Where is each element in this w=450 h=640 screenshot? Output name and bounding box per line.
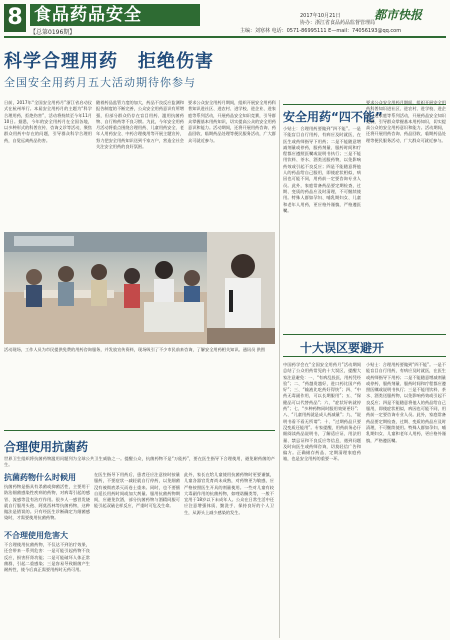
sidebar-col1: 小贴士：合理用药要做到“四不能”。一是不能盲目自行用药，有病应及时就医，在医生或药师指导下用药；二是不能随意增减剂量或停药，服药剂量、服药时间和疗程都应遵照医嘱或说明书执行；三是不能用饮料、茶水、酒类送服药物，以免影响药效或引起不良反应；四是不能随意将他人的药品给自己服用，即使症状相似，病因也可能不同，用药前一定要咨询专业人员。此外，家庭常备药品要定期检查，过期、变质的药品应及时清理，不可继续使用。特殊人群如孕妇、哺乳期妇女、儿童和老年人用药，更应格外谨慎，严格遵医嘱。 <box>283 126 361 213</box>
header-rule <box>4 36 446 38</box>
main-article-col2: 随着药品监管力度的加大，药品不良反应监测和报告制度的不断完善，公众安全用药意识有所增强，但部分群众仍存在盲目用药、滥用抗菌药物、自行购药等不良习惯。为此，今年安全用药月活动将重点围绕合理用药、儿童用药安全、老年人用药安全、中药合理使用等开展主题宣传，努力把安全用药知识送到千家万户，营造全社会关注安全用药的良好氛围。 <box>96 100 184 150</box>
article3-col2: 小贴士：合理用药要做到“四不能”。一是不能盲目自行用药，有病应及时就医，在医生或药师指导下用药；二是不能随意增减剂量或停药，服药剂量、服药时间和疗程都应遵照医嘱或说明书执行；三是不能用饮料、茶水、酒类送服药物，以免影响药效或引起不良反应；四是不能随意将他人的药品给自己服用，即使症状相似，病因也可能不同，用药前一定要咨询专业人员。此外，家庭常备药品要定期检查，过期、变质的药品应及时清理，不可继续使用。特殊人群如孕妇、哺乳期妇女、儿童和老年人用药，更应格外谨慎，严格遵医嘱。 <box>366 362 446 443</box>
editor-line: 主编：刘寒林 电话：0571-86995111 E—mail：74056193@qq.com <box>240 28 402 34</box>
main-article-col3: 要求公众安全用药月期间，组织开展安全用药科普知识进社区、进农村、进学校、进企业、进家庭等系列活动，开展药品安全知识竞赛，引导群众掌握基本用药知识，切实提高公众的安全用药意识和能力。活动期间，还将开展用药咨询、药品回收、临期药品处理等便民服务活动，广大群众可就近参与。 <box>188 100 276 143</box>
main-headline-b: 拒绝伤害 <box>138 51 214 72</box>
article2-title: 合理使用抗菌药 <box>4 440 89 454</box>
sidebar-title: 安全用药“四不能” <box>283 110 383 124</box>
issue-date: 2017年10月21日 <box>300 13 341 19</box>
article3-col1: 中国药学会在“全国安全用药月”活动期间总结了公众用药常见的十大误区，提醒大家注意避免：一、“有病乱投医，用药凭经验”；二、“药越贵越好，进口药比国产药好”；三、“输液比吃药好得快”；四、“中药无毒副作用，可以长期服用”；五、“保健品可以代替药品”；六、“症状好转就停药”；七、“多种药物同时服用效果更好”；八、“儿童用药就是成人药减量”；九、“说明书看不看无所谓”；十、“过期药品只要没变质还能用”。专家提醒，用药前务必仔细阅读药品说明书，了解适应证、用法用量、禁忌证和不良反应等信息，遇到问题及时向医生或药师咨询，切莫轻信广告和偏方。正确储存药品、定期清理家庭药箱，也是安全用药的重要一环。 <box>283 362 361 462</box>
article3-title: 十大误区要避开 <box>300 341 385 355</box>
co-organizer: 协办：浙江省食品药品监督管理局 <box>300 20 376 26</box>
article2-subhead2: 不合理使用危害大 <box>4 531 68 540</box>
article3-top-rule <box>283 334 446 335</box>
main-headline <box>4 47 214 73</box>
section-issue: 【总第0196期】 <box>30 29 76 36</box>
article2-top-rule <box>4 430 275 431</box>
main-subheadline: 全国安全用药月五大活动期待你参与 <box>4 76 196 89</box>
article2-col3: 此外，家长在给儿童使用抗菌药物时更要谨慎，儿童各器官发育尚未成熟，对药物更为敏感，应严格按照医生开具的剂量使用。一些对儿童有较大毒副作用的抗菌药物，如喹诺酮类等，一般不宜用于18岁以下未成年人。公众在日常生活中还应注意增强体质、勤洗手、保持良好的个人卫生，从源头上减少感染的发生。 <box>184 472 274 515</box>
main-headline-a: 科学合理用药 <box>4 51 118 72</box>
article2-col1: 抗菌药物是指具有杀菌或抑菌活性，主要用于防治细菌感染性疾病的药物，对病毒引起的感冒、流感等没有治疗作用。很多人一感冒发烧就自行服用头孢、阿莫西林等抗菌药物，这种做法是错误的。只有经医生诊断确定为细菌感染时，才需要使用抗菌药物。 <box>4 484 90 521</box>
page-number: 8 <box>4 4 26 32</box>
article2-col2: 在医生指导下用药后，患者还应注意按时按量服药，不要症状一减轻就自行停药，以免细菌没有被彻底杀灭而卷土重来。同时，也不要擅自延长用药时间或加大剂量。服用抗菌药物期间，应避免饮酒，部分抗菌药物与酒精同服可能引起双硫仑样反应，严重时可危及生命。 <box>94 472 180 509</box>
paper-name: 都市快报 <box>374 8 423 22</box>
article3-bottom-rule <box>283 356 446 357</box>
speaker-photo <box>207 232 275 344</box>
article2-col1b: 不合理使用抗菌药物，不仅达不到治疗效果，还会带来一系列危害：一是可能引起药物不良反应，损害肝肾功能；二是可能破坏人体正常菌群，引起二重感染；三是容易导致细菌产生耐药性，使今后真正需要用药时无药可用。 <box>4 542 90 573</box>
article2-subhead1: 抗菌药物什么时候用 <box>4 473 76 482</box>
photo-caption: 活动现场，工作人员为市民提供免费的用药咨询服务，并发放宣传资料，现场吸引了不少市民前来咨询，了解安全用药相关知识。通讯员 供图 <box>4 347 265 352</box>
event-photo <box>4 232 207 344</box>
main-article-col1: 日前，2017年“全国安全用药月”浙江省启动仪式在杭州举行。本届安全用药月的主题为“科学合理用药，拒绝伤害”，活动将持续至今年11月10日。据悉，今年的安全用药月在全国各地，以多种形式的科普宣传、咨询义诊等活动，聚焦群众用药中存在的问题，引导群众科学合理用药，自觉远离药品伤害。 <box>4 100 92 143</box>
sidebar-col2: 要求公众安全用药月期间，组织开展安全用药科普知识进社区、进农村、进学校、进企业、进家庭等系列活动，开展药品安全知识竞赛，引导群众掌握基本用药知识，切实提高公众的安全用药意识和能力。活动期间，还将开展用药咨询、药品回收、临期药品处理等便民服务活动，广大群众可就近参与。 <box>366 100 446 143</box>
column-divider-2 <box>279 335 280 638</box>
section-title: 食品药品安全 <box>30 4 200 26</box>
article2-lead: 世界卫生组织将抗菌药物滥用问题列为全球公共卫生威胁之一。提醒公众，抗菌药物不是“万能药”，要在医生指导下合理使用，避免耐药菌的产生。 <box>4 456 275 468</box>
